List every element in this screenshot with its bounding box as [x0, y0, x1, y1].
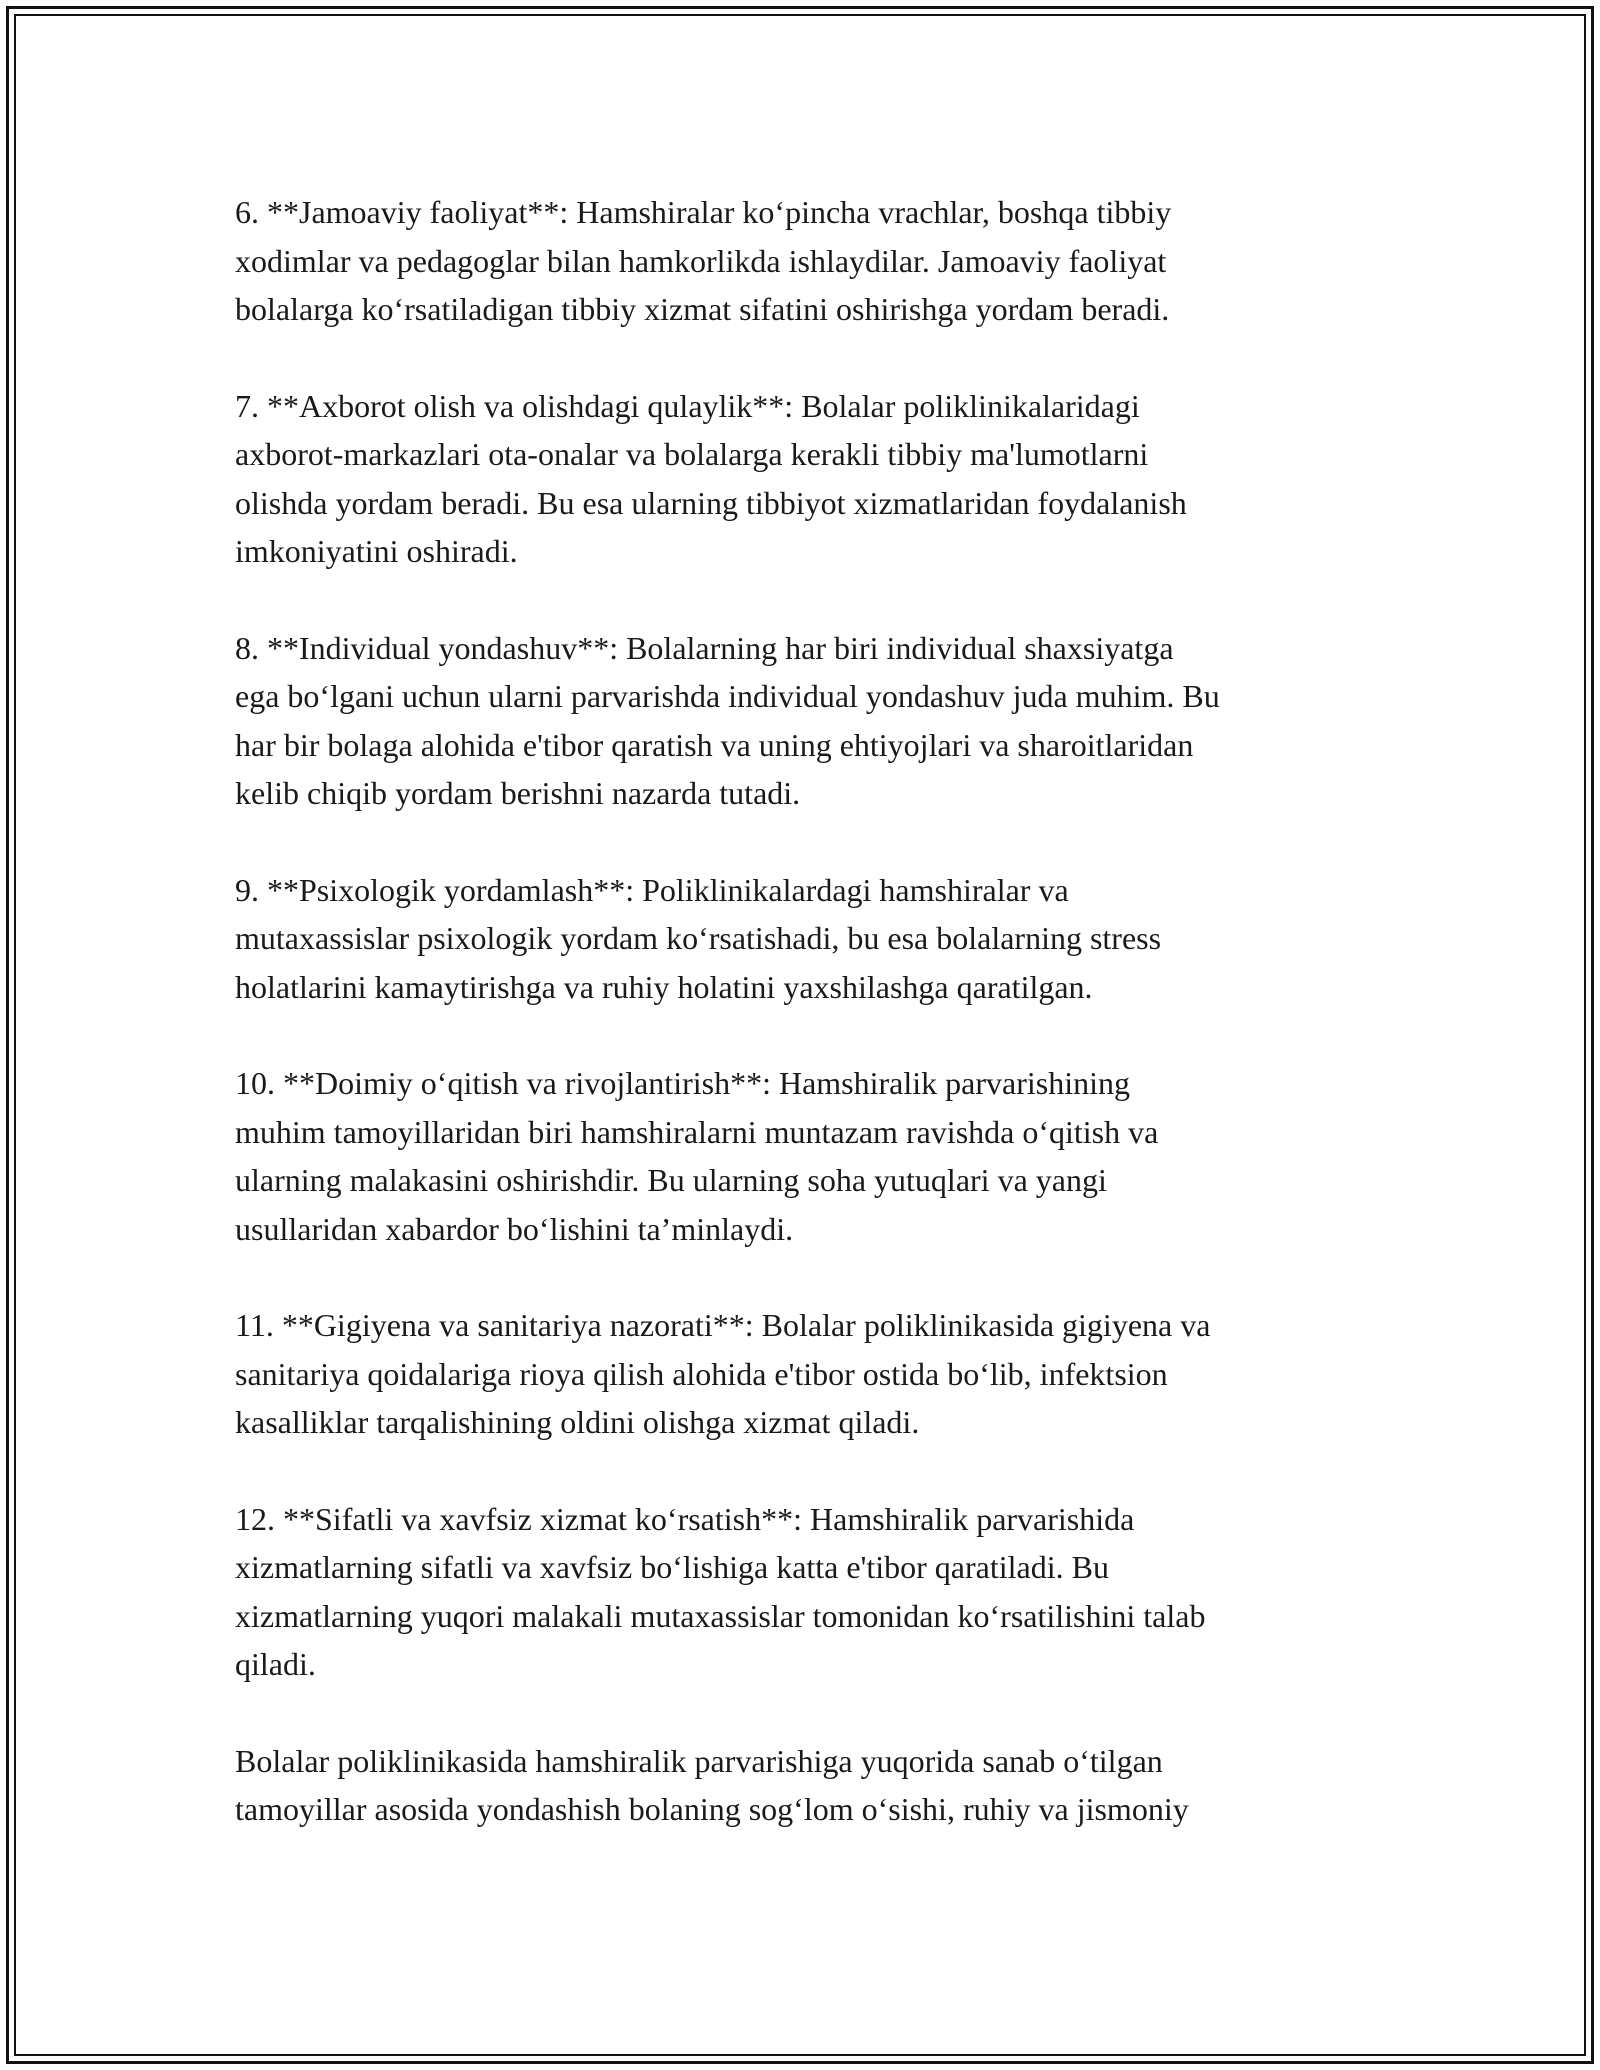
document-body: [235, 188, 1375, 1882]
text-line: usullaridan xabardor boʻlishini taʼminlaydi.: [235, 1210, 794, 1247]
text-line: 12. **Sifatli va xavfsiz xizmat koʻrsatish**: Hamshiralik parvarishida: [235, 1500, 1135, 1537]
text-line: muhim tamoyillaridan biri hamshiralarni muntazam ravishda oʻqitish va: [235, 1113, 1159, 1150]
text-line: bolalarga koʻrsatiladigan tibbiy xizmat sifatini oshirishga yordam beradi.: [235, 291, 1170, 327]
text-line: olishda yordam beradi. Bu esa ularning tibbiyot xizmatlaridan foydalanish: [235, 484, 1187, 521]
paragraph-item-6: [235, 188, 1375, 334]
text-line: xizmatlarning yuqori malakali mutaxassislar tomonidan koʻrsatilishini talab: [235, 1597, 1206, 1634]
paragraph-conclusion: [235, 1737, 1375, 1834]
text-line: kasalliklar tarqalishining oldini olishga xizmat qiladi.: [235, 1404, 920, 1440]
text-line: xodimlar va pedagoglar bilan hamkorlikda ishlaydilar. Jamoaviy faoliyat: [235, 242, 1167, 279]
text-line: sanitariya qoidalariga rioya qilish alohida e'tibor ostida boʻlib, infektsion: [235, 1355, 1168, 1392]
text-line: har bir bolaga alohida e'tibor qaratish va uning ehtiyojlari va sharoitlaridan: [235, 726, 1194, 763]
paragraph-item-10: [235, 1059, 1375, 1253]
paragraph-item-12: [235, 1495, 1375, 1689]
text-line: kelib chiqib yordam berishni nazarda tutadi.: [235, 775, 801, 811]
paragraph-item-9: [235, 866, 1375, 1012]
text-line: 9. **Psixologik yordamlash**: Poliklinikalardagi hamshiralar va: [235, 871, 1069, 908]
text-line: mutaxassislar psixologik yordam koʻrsatishadi, bu esa bolalarning stress: [235, 920, 1162, 956]
text-line: qiladi.: [235, 1646, 316, 1682]
text-line: 10. **Doimiy oʻqitish va rivojlantirish**: Hamshiralik parvarishining: [235, 1065, 1130, 1101]
paragraph-item-11: [235, 1301, 1375, 1447]
text-line: 11. **Gigiyena va sanitariya nazorati**: Bolalar poliklinikasida gigiyena va: [235, 1307, 1211, 1343]
text-line: holatlarini kamaytirishga va ruhiy holatini yaxshilashga qaratilgan.: [235, 968, 1093, 1005]
text-line: axborot-markazlari ota-onalar va bolalarga kerakli tibbiy ma'lumotlarni: [235, 436, 1149, 472]
text-line: 7. **Axborot olish va olishdagi qulaylik**: Bolalar poliklinikalaridagi: [235, 387, 1140, 424]
paragraph-item-8: [235, 624, 1375, 818]
text-line: ega boʻlgani uchun ularni parvarishda individual yondashuv juda muhim. Bu: [235, 678, 1220, 714]
text-line: tamoyillar asosida yondashish bolaning sogʻlom oʻsishi, ruhiy va jismoniy: [235, 1791, 1189, 1827]
text-line: 8. **Individual yondashuv**: Bolalarning har biri individual shaxsiyatga: [235, 629, 1174, 666]
text-line: 6. **Jamoaviy faoliyat**: Hamshiralar koʻpincha vrachlar, boshqa tibbiy: [235, 194, 1172, 230]
paragraph-item-7: [235, 382, 1375, 576]
text-line: Bolalar poliklinikasida hamshiralik parvarishiga yuqorida sanab oʻtilgan: [235, 1742, 1163, 1779]
text-line: xizmatlarning sifatli va xavfsiz boʻlishiga katta e'tibor qaratiladi. Bu: [235, 1549, 1109, 1585]
text-line: ularning malakasini oshirishdir. Bu ularning soha yutuqlari va yangi: [235, 1162, 1107, 1198]
text-line: imkoniyatini oshiradi.: [235, 533, 518, 569]
